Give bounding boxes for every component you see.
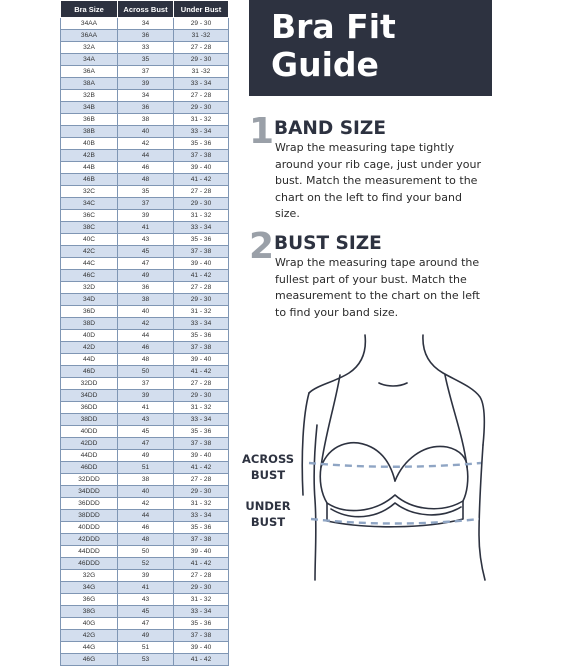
table-row <box>61 30 229 42</box>
under-bust-cell: 33 - 34 <box>174 510 229 522</box>
across-bust-cell: 39 <box>118 390 174 402</box>
under-bust-cell: 37 - 38 <box>174 342 229 354</box>
under-bust-cell: 37 - 38 <box>174 438 229 450</box>
bra-size-cell: 42B <box>61 150 118 162</box>
bra-size-cell: 36D <box>61 306 118 318</box>
bra-size-cell: 34DDD <box>61 486 118 498</box>
under-bust-cell: 33 - 34 <box>174 414 229 426</box>
bra-measurement-illustration <box>295 335 535 580</box>
bra-size-cell: 36AA <box>61 30 118 42</box>
across-bust-cell: 45 <box>118 606 174 618</box>
across-bust-cell: 47 <box>118 618 174 630</box>
under-bust-cell: 31 - 32 <box>174 402 229 414</box>
under-label-line-2: BUST <box>250 515 286 529</box>
table-row <box>61 618 229 630</box>
bra-size-cell: 34AA <box>61 18 118 30</box>
table-row <box>61 66 229 78</box>
across-bust-cell: 41 <box>118 582 174 594</box>
under-bust-cell: 29 - 30 <box>174 294 229 306</box>
table-row <box>61 654 229 666</box>
under-bust-cell: 31 - 32 <box>174 210 229 222</box>
across-bust-cell: 43 <box>118 234 174 246</box>
bra-size-cell: 34A <box>61 54 118 66</box>
under-bust-cell: 37 - 38 <box>174 246 229 258</box>
right-cup-side <box>463 467 468 501</box>
across-bust-cell: 37 <box>118 66 174 78</box>
right-shoulder-outline <box>423 335 484 445</box>
across-bust-cell: 47 <box>118 438 174 450</box>
under-bust-cell: 33 - 34 <box>174 78 229 90</box>
under-bust-cell: 39 - 40 <box>174 642 229 654</box>
bra-size-cell: 34D <box>61 294 118 306</box>
bra-size-cell: 38DDD <box>61 510 118 522</box>
title-line-2: Guide <box>271 45 379 84</box>
under-bust-cell: 31 -32 <box>174 30 229 42</box>
bra-size-cell: 36B <box>61 114 118 126</box>
across-label-line-2: BUST <box>250 468 286 482</box>
across-bust-cell: 45 <box>118 426 174 438</box>
table-row <box>61 558 229 570</box>
bra-size-chart <box>60 0 228 663</box>
across-bust-cell: 47 <box>118 258 174 270</box>
header-under-bust: Under Bust <box>174 1 229 18</box>
under-bust-cell: 29 - 30 <box>174 390 229 402</box>
table-row <box>61 402 229 414</box>
across-bust-cell: 44 <box>118 150 174 162</box>
across-bust-cell: 46 <box>118 162 174 174</box>
under-bust-cell: 33 - 34 <box>174 606 229 618</box>
table-row <box>61 186 229 198</box>
bra-size-cell: 40DD <box>61 426 118 438</box>
bra-size-cell: 46DDD <box>61 558 118 570</box>
across-bust-tape <box>309 463 481 467</box>
across-bust-cell: 39 <box>118 570 174 582</box>
under-bust-cell: 41 - 42 <box>174 462 229 474</box>
bra-size-cell: 42D <box>61 342 118 354</box>
under-bust-label <box>238 498 298 530</box>
under-bust-cell: 41 - 42 <box>174 654 229 666</box>
under-bust-cell: 27 - 28 <box>174 42 229 54</box>
bra-size-cell: 40C <box>61 234 118 246</box>
under-bust-cell: 35 - 36 <box>174 234 229 246</box>
table-row <box>61 630 229 642</box>
under-bust-cell: 29 - 30 <box>174 582 229 594</box>
across-bust-cell: 49 <box>118 630 174 642</box>
across-bust-cell: 46 <box>118 522 174 534</box>
bra-size-cell: 36A <box>61 66 118 78</box>
bra-size-cell: 38D <box>61 318 118 330</box>
across-bust-cell: 49 <box>118 450 174 462</box>
table-row <box>61 114 229 126</box>
table-row <box>61 390 229 402</box>
table-row <box>61 378 229 390</box>
across-bust-cell: 43 <box>118 414 174 426</box>
under-bust-cell: 31 - 32 <box>174 498 229 510</box>
table-row <box>61 450 229 462</box>
under-bust-cell: 39 - 40 <box>174 354 229 366</box>
bra-size-cell: 32DD <box>61 378 118 390</box>
table-row <box>61 606 229 618</box>
under-bust-cell: 35 - 36 <box>174 522 229 534</box>
under-bust-cell: 27 - 28 <box>174 90 229 102</box>
table-row <box>61 222 229 234</box>
across-bust-cell: 42 <box>118 498 174 510</box>
title-line-1: Bra Fit <box>271 7 396 46</box>
under-bust-cell: 41 - 42 <box>174 366 229 378</box>
bra-size-cell: 38C <box>61 222 118 234</box>
table-row <box>61 270 229 282</box>
table-row <box>61 354 229 366</box>
bra-size-cell: 32A <box>61 42 118 54</box>
bra-size-cell: 46B <box>61 174 118 186</box>
bra-size-cell: 32G <box>61 570 118 582</box>
table-row <box>61 246 229 258</box>
across-bust-cell: 42 <box>118 138 174 150</box>
bra-size-cell: 40G <box>61 618 118 630</box>
across-bust-cell: 36 <box>118 30 174 42</box>
page-title <box>271 8 396 84</box>
across-bust-cell: 44 <box>118 510 174 522</box>
under-bust-cell: 27 - 28 <box>174 378 229 390</box>
across-bust-cell: 51 <box>118 462 174 474</box>
across-bust-cell: 52 <box>118 558 174 570</box>
size-table <box>60 0 229 666</box>
across-bust-cell: 36 <box>118 282 174 294</box>
table-row <box>61 174 229 186</box>
bra-size-cell: 46G <box>61 654 118 666</box>
bra-size-cell: 44DD <box>61 450 118 462</box>
across-bust-cell: 38 <box>118 114 174 126</box>
table-row <box>61 318 229 330</box>
bra-size-cell: 38A <box>61 78 118 90</box>
table-row <box>61 126 229 138</box>
bra-size-cell: 32D <box>61 282 118 294</box>
under-bust-cell: 41 - 42 <box>174 174 229 186</box>
bra-size-cell: 40DDD <box>61 522 118 534</box>
under-bust-cell: 35 - 36 <box>174 618 229 630</box>
across-bust-cell: 38 <box>118 474 174 486</box>
under-bust-cell: 29 - 30 <box>174 486 229 498</box>
table-row <box>61 582 229 594</box>
under-bust-cell: 27 - 28 <box>174 570 229 582</box>
under-bust-cell: 29 - 30 <box>174 102 229 114</box>
across-bust-cell: 35 <box>118 54 174 66</box>
bra-size-cell: 34G <box>61 582 118 594</box>
step-number-1: 1 <box>249 111 275 152</box>
step-number-2: 2 <box>249 226 275 267</box>
step-heading-band-size: BAND SIZE <box>274 118 386 139</box>
across-bust-cell: 33 <box>118 42 174 54</box>
across-bust-label <box>238 451 298 483</box>
across-bust-cell: 34 <box>118 90 174 102</box>
table-row <box>61 18 229 30</box>
under-label-line-1: UNDER <box>245 499 291 513</box>
table-row <box>61 570 229 582</box>
under-bust-cell: 33 - 34 <box>174 222 229 234</box>
under-bust-cell: 29 - 30 <box>174 198 229 210</box>
table-row <box>61 42 229 54</box>
bra-size-cell: 36C <box>61 210 118 222</box>
under-bust-cell: 35 - 36 <box>174 426 229 438</box>
across-bust-cell: 38 <box>118 294 174 306</box>
bra-size-cell: 44B <box>61 162 118 174</box>
bra-size-cell: 36G <box>61 594 118 606</box>
across-bust-cell: 48 <box>118 174 174 186</box>
left-shoulder-outline <box>309 335 365 393</box>
across-bust-cell: 51 <box>118 642 174 654</box>
table-row <box>61 486 229 498</box>
table-row <box>61 366 229 378</box>
under-bust-cell: 27 - 28 <box>174 474 229 486</box>
under-bust-cell: 27 - 28 <box>174 186 229 198</box>
under-bust-cell: 41 - 42 <box>174 558 229 570</box>
bra-size-cell: 46DD <box>61 462 118 474</box>
table-row <box>61 642 229 654</box>
across-bust-cell: 35 <box>118 186 174 198</box>
table-row <box>61 594 229 606</box>
under-bust-cell: 29 - 30 <box>174 54 229 66</box>
table-row <box>61 498 229 510</box>
across-bust-cell: 39 <box>118 78 174 90</box>
across-bust-cell: 40 <box>118 486 174 498</box>
across-bust-cell: 50 <box>118 546 174 558</box>
table-row <box>61 162 229 174</box>
across-label-line-1: ACROSS <box>241 452 295 466</box>
left-strap <box>321 375 340 467</box>
header-across-bust: Across Bust <box>118 1 174 18</box>
under-bust-cell: 37 - 38 <box>174 150 229 162</box>
across-bust-cell: 42 <box>118 318 174 330</box>
under-bust-cell: 35 - 36 <box>174 138 229 150</box>
title-box <box>249 0 492 96</box>
across-bust-cell: 48 <box>118 534 174 546</box>
bra-size-cell: 42DD <box>61 438 118 450</box>
collarbone-line <box>379 383 407 386</box>
under-bust-cell: 39 - 40 <box>174 546 229 558</box>
under-bust-cell: 41 - 42 <box>174 270 229 282</box>
across-bust-cell: 41 <box>118 222 174 234</box>
left-cup-side <box>320 467 327 503</box>
table-row <box>61 258 229 270</box>
table-row <box>61 210 229 222</box>
table-row <box>61 522 229 534</box>
bra-size-cell: 36DD <box>61 402 118 414</box>
bra-size-cell: 36DDD <box>61 498 118 510</box>
across-bust-cell: 48 <box>118 354 174 366</box>
under-bust-cell: 39 - 40 <box>174 258 229 270</box>
table-body <box>61 18 229 666</box>
table-row <box>61 150 229 162</box>
under-bust-cell: 37 - 38 <box>174 534 229 546</box>
across-bust-cell: 50 <box>118 366 174 378</box>
step-text-bust-size: Wrap the measuring tape around the fullest part of your bust. Match the measurement to the chart on the left to find your band size. <box>275 256 480 319</box>
under-bust-cell: 35 - 36 <box>174 330 229 342</box>
table-row <box>61 90 229 102</box>
table-row <box>61 510 229 522</box>
table-row <box>61 474 229 486</box>
table-row <box>61 138 229 150</box>
bra-size-cell: 38DD <box>61 414 118 426</box>
left-arm-outline <box>302 393 309 495</box>
table-row <box>61 426 229 438</box>
table-row <box>61 78 229 90</box>
table-row <box>61 438 229 450</box>
table-row <box>61 546 229 558</box>
table-row <box>61 342 229 354</box>
bra-size-cell: 42G <box>61 630 118 642</box>
right-torso-outline <box>479 445 485 580</box>
table-row <box>61 54 229 66</box>
under-bust-cell: 37 - 38 <box>174 630 229 642</box>
table-row <box>61 102 229 114</box>
under-bust-cell: 29 - 30 <box>174 18 229 30</box>
across-bust-cell: 46 <box>118 342 174 354</box>
across-bust-cell: 44 <box>118 330 174 342</box>
under-bust-cell: 27 - 28 <box>174 282 229 294</box>
bra-size-cell: 44DDD <box>61 546 118 558</box>
under-bust-cell: 31 -32 <box>174 66 229 78</box>
across-bust-cell: 39 <box>118 210 174 222</box>
across-bust-cell: 49 <box>118 270 174 282</box>
bra-size-cell: 32C <box>61 186 118 198</box>
bra-size-cell: 46C <box>61 270 118 282</box>
bra-size-cell: 32B <box>61 90 118 102</box>
across-bust-cell: 37 <box>118 378 174 390</box>
table-row <box>61 414 229 426</box>
across-bust-cell: 45 <box>118 246 174 258</box>
under-bust-cell: 39 - 40 <box>174 450 229 462</box>
bra-size-cell: 44G <box>61 642 118 654</box>
bra-size-cell: 46D <box>61 366 118 378</box>
across-bust-cell: 34 <box>118 18 174 30</box>
bra-size-cell: 34B <box>61 102 118 114</box>
bra-size-cell: 38B <box>61 126 118 138</box>
table-row <box>61 306 229 318</box>
header-bra-size: Bra Size <box>61 1 118 18</box>
under-bust-cell: 33 - 34 <box>174 318 229 330</box>
across-bust-cell: 37 <box>118 198 174 210</box>
left-torso-outline <box>314 425 317 580</box>
under-bust-cell: 31 - 32 <box>174 114 229 126</box>
across-bust-cell: 40 <box>118 126 174 138</box>
table-row <box>61 198 229 210</box>
table-row <box>61 534 229 546</box>
right-strap <box>445 375 467 467</box>
table-header-row <box>61 1 229 18</box>
bra-size-cell: 44C <box>61 258 118 270</box>
bra-size-cell: 32DDD <box>61 474 118 486</box>
across-bust-cell: 43 <box>118 594 174 606</box>
bra-size-cell: 44D <box>61 354 118 366</box>
across-bust-cell: 53 <box>118 654 174 666</box>
table-row <box>61 282 229 294</box>
bra-size-cell: 42C <box>61 246 118 258</box>
bra-size-cell: 42DDD <box>61 534 118 546</box>
bra-size-cell: 34C <box>61 198 118 210</box>
table-row <box>61 330 229 342</box>
table-row <box>61 294 229 306</box>
across-bust-cell: 36 <box>118 102 174 114</box>
left-cup-top <box>321 443 395 481</box>
bra-size-cell: 34DD <box>61 390 118 402</box>
across-bust-cell: 41 <box>118 402 174 414</box>
step-text-band-size: Wrap the measuring tape tightly around your rib cage, just under your bust. Match the measurement to the chart on the left to find your band size. <box>275 141 482 220</box>
table-row <box>61 462 229 474</box>
step-heading-bust-size: BUST SIZE <box>274 233 382 254</box>
across-bust-cell: 40 <box>118 306 174 318</box>
bra-size-cell: 38G <box>61 606 118 618</box>
under-bust-cell: 33 - 34 <box>174 126 229 138</box>
under-bust-cell: 39 - 40 <box>174 162 229 174</box>
bra-size-cell: 40B <box>61 138 118 150</box>
table-row <box>61 234 229 246</box>
under-bust-cell: 31 - 32 <box>174 306 229 318</box>
under-bust-cell: 31 - 32 <box>174 594 229 606</box>
bra-size-cell: 40D <box>61 330 118 342</box>
